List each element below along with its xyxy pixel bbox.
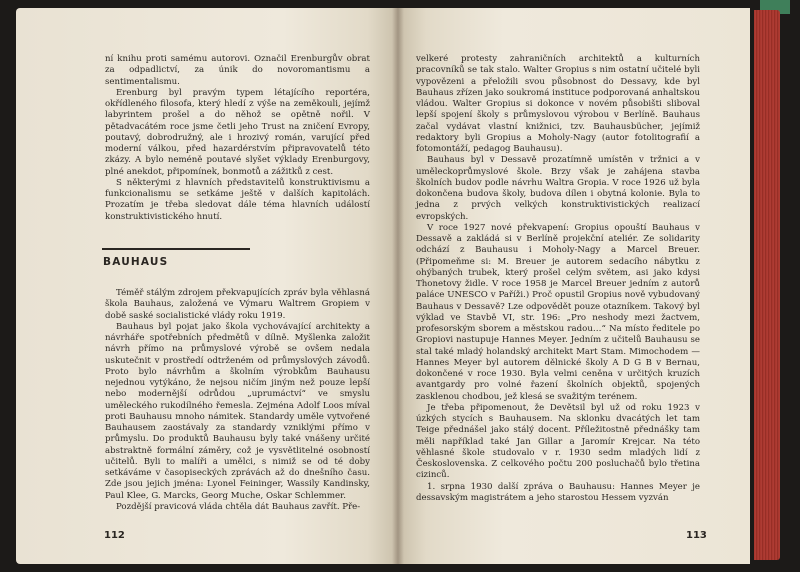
paragraph: 1. srpna 1930 další zpráva o Bauhausu: Hannes Meyer je dessavským magistrátem a jeho starostou Hessem vyzván <box>416 481 700 503</box>
paragraph: ní knihu proti samému autorovi. Označil Erenburgův obrat za odpadlictví, za únik do novoromantismu a sentimentalismu. <box>105 54 370 87</box>
right-text <box>416 54 700 504</box>
paragraph: Téměř stálým zdrojem překvapujících zpráv byla věhlasná škola Bauhaus, založená ve Výmaru Waltrem Gropiem v době saské socialistické vlády roku 1919. <box>105 288 370 321</box>
paragraph: Bauhaus byl pojat jako škola vychovávající architekty a návrháře spotřebních předmětů v dílně. Myšlenka založit návrh přímo na průmyslové výrobě se ovšem nedala uskutečnit v prostředí odtrženém od průmyslových závodů. Proto bylo návrhům a školním výrobkům Bauhausu nejednou vytýkáno, že nejsou ničím jiným než pouze lepší nebo modernější odrůdou „uprumáctví“ ve smyslu uměleckého rukodílného řemesla. Zejména Adolf Loos míval proti Bauhausu mnoho námitek. Standardy uměle vytvořené Bauhausem zaostávaly za standardy vzniklými přímo v průmyslu. Do produktů Bauhausu byly také vnášeny určité abstraktně formální záměry, což je vysvětlitelné osobností učitelů. Byli to malíři a umělci, s nimiž se od té doby setkáváme v časopiseckých zprávách až do dnešního času. Zde jsou jejich jména: Lyonel Feininger, Wassily Kandinsky, Paul Klee, G. Marcks, Georg Muche, Oskar Schlemmer. <box>105 321 370 501</box>
left-bottom-text <box>105 288 370 513</box>
page-number: 112 <box>104 530 125 541</box>
right-page <box>398 8 750 564</box>
section-heading: BAUHAUS <box>103 256 169 268</box>
paragraph: Pozdější pravicová vláda chtěla dát Bauhaus zavřít. Pře- <box>116 501 361 512</box>
paragraph: S některými z hlavních představitelů konstruktivismu a funkcionalismu se setkáme ještě v dalších kapitolách. Prozatím je třeba sledovat dále téma hlavních událostí konstruktivistického hnutí. <box>105 177 370 222</box>
paragraph: Je třeba připomenout, že Devětsil byl už od roku 1923 v úzkých stycích s Bauhausem. Na sklonku dvacátých let tam Teige přednášel jako stálý docent. Příležitostně přednášky tam měli například také Jan Gillar a Jaromír Krejcar. Na této věhlasné škole studovalo v r. 1930 sedm mladých lidí z Československa. Z celkového počtu 200 posluchačů bylo třetina cizinců. <box>416 402 700 481</box>
left-top-text <box>105 54 370 223</box>
paragraph: V roce 1927 nové překvapení: Gropius opouští Bauhaus v Dessavě a zakládá si v Berlíně projekční ateliér. Ze solidarity odchází z Bauhausu i Moholy-Nagy a Marcel Breuer. (Připomeňme si: M. Breuer je autorem sedacího nábytku z ohýbaných trubek, který prošel celým světem, asi jako kdysi Thonetovy židle. V roce 1958 je Marcel Breuer jedním z autorů paláce UNESCO v Paříži.) Proč opustil Gropius nově vybudovaný Bauhaus v Dessavě? Lze odpovědět pouze otazníkem. Takový byl výklad ve Stavbě VI, str. 196: „Pro neshody mezi žactvem, profesorským sborem a městskou radou…“ Na místo ředitele po Gropiovi nastupuje Hannes Meyer. Jedním z učitelů Bauhausu se stal také mladý holandský architekt Mart Stam. Mimochodem — Hannes Meyer byl autorem dělnické školy A D G B v Bernau, dokončené v roce 1930. Byla velmi ceněna v určitých kruzích avantgardy pro volné řazení školních objektů, spojených zasklenou chodbou, jež klesá se svažitým terénem. <box>416 222 700 402</box>
book-gutter <box>392 8 404 564</box>
paragraph: velkeré protesty zahraničních architektů a kulturních pracovníků se tak stalo. Walter Gropius s nim ostatní učitelé byli vypovězeni a přeložili svou působnost do Dessavy, kde byl Bauhaus zřízen jako soukromá instituce podporovaná anhaltskou vládou. Walter Gropius si dokonce v novém působišti sliboval lepší spojení školy s průmyslovou výrobou v Berlíně. Bauhaus začal vydávat vlastní knižnici, tzv. Bauhausbücher, jejímiž redaktory byli Gropius a Moholy-Nagy (autor fotolitografií a fotomontáží, pedagog Bauhausu). <box>416 54 700 154</box>
paragraph: Erenburg byl pravým typem létajícího reportéra, okřídleného filosofa, který hledí z výše na zeměkouli, jejímž labyrintem prošel a do něhož se opětně nořil. V pětadvacátém roce jsme četli jeho Trust na zničení Evropy, poutavý, dobrodružný, ale i hrozivý román, varující před moderní válkou, před hazardérstvím připravovatelů této zkázy. A bylo neméně poutavé slyšet výklady Erenburgovy, plné anekdot, připomínek, bonmotů a zážitků z cest. <box>105 87 370 177</box>
page-edges <box>754 10 780 560</box>
left-page <box>16 8 398 564</box>
paragraph: Bauhaus byl v Dessavě prozatímně umístěn v tržnici a v uměleckoprůmyslové škole. Brzy však je zahájena stavba školních budov podle návrhu Waltra Gropia. V roce 1926 už byla dokončena budova školy, budova dílen i obytná kolonie. Byla to jedna z prvých velkých konstruktivistických realizací evropských. <box>416 155 700 222</box>
heading-rule <box>102 248 250 250</box>
page-number: 113 <box>686 530 707 541</box>
